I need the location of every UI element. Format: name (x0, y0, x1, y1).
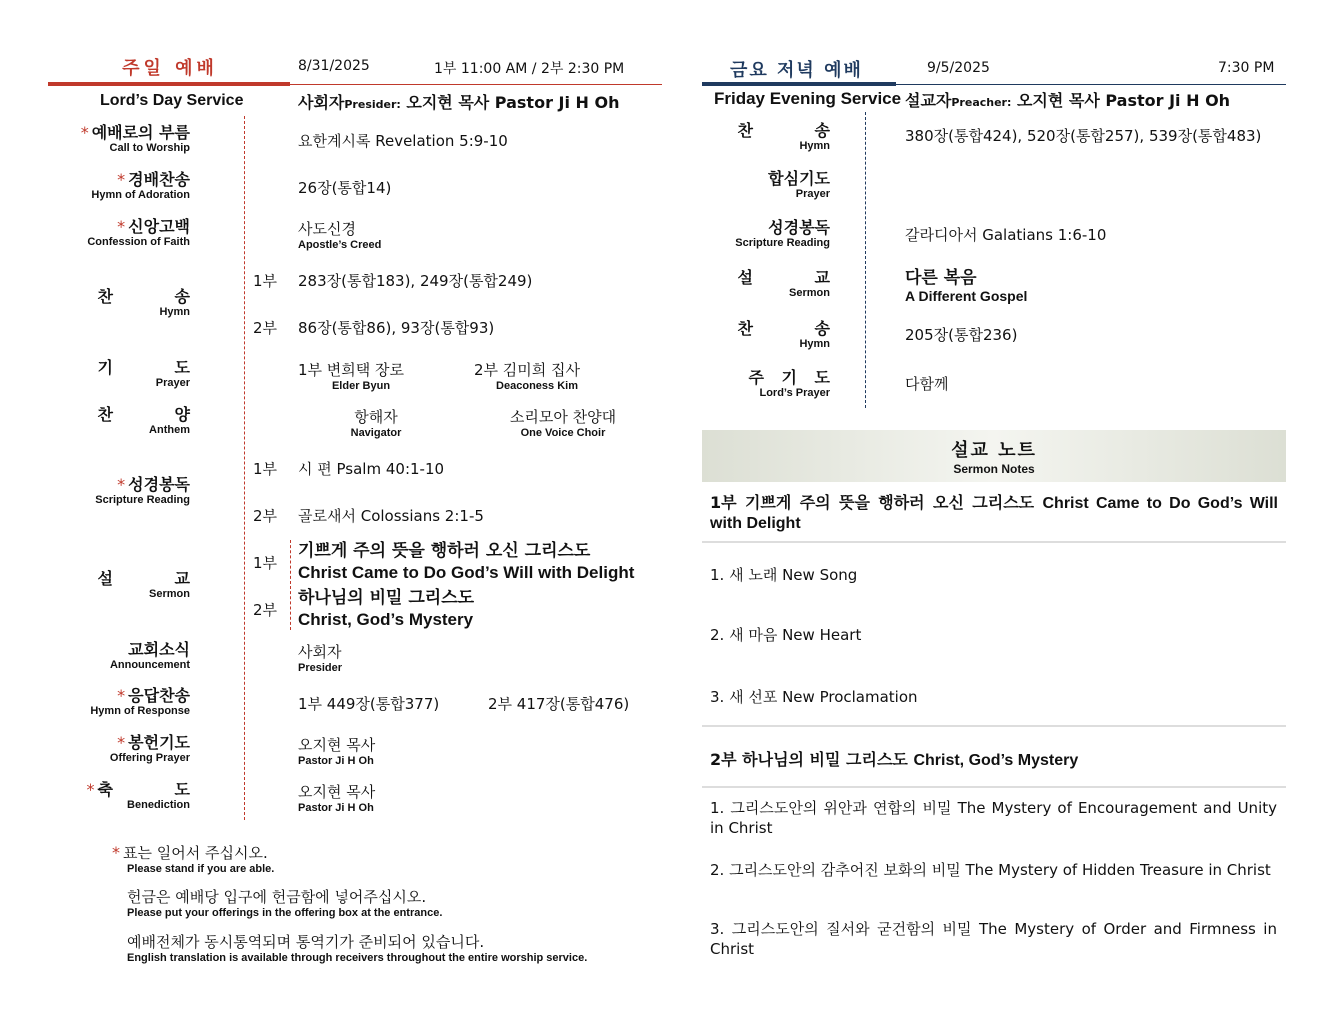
stand-marker: * (117, 170, 126, 189)
value-ko: 오지현 목사 (298, 783, 376, 801)
label-en: Sermon (789, 287, 830, 299)
value-en: Presider (298, 662, 343, 674)
preacher-name: 오지현 목사 Pastor Ji H Oh (1016, 91, 1231, 110)
note-en: Please put your offerings in the offering box at the entrance. (127, 907, 443, 919)
value-ko: 1부 변희택 장로 (298, 361, 405, 379)
value-en: Pastor Ji H Oh (298, 755, 374, 767)
label-en: Scripture Reading (735, 237, 830, 249)
scripture-part2-value: 골로새서 Colossians 2:1-5 (298, 507, 484, 525)
notes-title-ko: 설교 노트 (951, 440, 1037, 461)
label-en: Anthem (149, 424, 190, 436)
value-ko: 2부 김미희 집사 (474, 361, 581, 379)
note-stand (112, 842, 274, 875)
label-hymn (0, 287, 218, 318)
label-en: Sermon (149, 588, 190, 600)
label-anthem (0, 405, 218, 436)
label-ko: 합심기도 (768, 169, 830, 188)
value-ko: 오지현 목사 (298, 736, 376, 754)
hymn-part2-marker: 2부 (253, 319, 278, 337)
presider-label: 사회자 (298, 93, 345, 112)
heading-en: Christ, God’s Mystery (913, 752, 1079, 769)
notes-part2-heading (710, 747, 1078, 770)
label-ko: 설 교 (737, 268, 858, 287)
value-ko: 사도신경 (298, 220, 356, 238)
label-benediction (0, 780, 218, 811)
scripture-part1-marker: 1부 (253, 460, 278, 478)
label-scripture-reading (0, 476, 190, 506)
label-sermon (0, 569, 218, 600)
value-en: Apostle’s Creed (298, 239, 382, 251)
value-en: One Voice Choir (520, 427, 606, 439)
label-prayer (0, 358, 218, 389)
label-en: Lord’s Prayer (759, 387, 830, 399)
sunday-presider (298, 90, 620, 113)
announcement-value (298, 641, 342, 674)
note-translation (127, 931, 587, 964)
value-ko: 사회자 (298, 643, 342, 661)
value-ko: 항해자 (354, 408, 398, 426)
label-ko: 성경봉독 (768, 218, 830, 237)
value-ko: 소리모아 찬양대 (509, 408, 617, 426)
prayer-part2 (474, 359, 580, 392)
friday-time: 7:30 PM (1218, 60, 1275, 76)
label-ko: 교회소식 (128, 640, 190, 659)
sermon-title-ko: 하나님의 비밀 그리스도 (298, 588, 475, 608)
sermon-part2-marker: 2부 (253, 601, 278, 619)
sunday-divider (244, 116, 245, 820)
note-offering (127, 886, 442, 919)
presider-label-en: Presider: (344, 98, 401, 111)
stand-marker: * (80, 123, 89, 142)
stand-marker: * (117, 686, 126, 705)
label-en: Prayer (795, 188, 830, 200)
note-ko: 헌금은 예배당 입구에 헌금함에 넣어주십시오. (127, 888, 427, 906)
sunday-date: 8/31/2025 (298, 58, 370, 74)
hymn-part2-value: 86장(통합86), 93장(통합93) (298, 319, 495, 337)
anthem-choir (500, 406, 626, 439)
friday-label-scripture (640, 219, 830, 249)
friday-sermon-value (905, 263, 1027, 304)
stand-marker: * (112, 843, 120, 862)
label-en: Call to Worship (109, 142, 190, 154)
notes-part2-point-2: 2. 그리스도안의 감추어진 보화의 비밀 The Mystery of Hidden Treasure in Christ (710, 861, 1271, 879)
sunday-times: 1부 11:00 AM / 2부 2:30 PM (434, 61, 625, 77)
label-ko: 기 도 (97, 358, 218, 377)
sermon-title-ko: 다른 복음 (905, 268, 977, 288)
label-en: Confession of Faith (87, 236, 190, 248)
friday-label-hymn2 (640, 319, 858, 350)
sermon-title-en: A Different Gospel (905, 288, 1028, 304)
notes-rule-2 (702, 725, 1286, 727)
label-confession-of-faith (0, 218, 190, 248)
scripture-part1-value: 시 편 Psalm 40:1-10 (298, 460, 445, 478)
label-en: Hymn of Response (90, 705, 190, 717)
label-ko: 축 도 (97, 780, 218, 799)
notes-title-en: Sermon Notes (953, 462, 1035, 476)
label-hymn-of-response (0, 687, 190, 717)
value-en: Deaconess Kim (496, 380, 578, 392)
scripture-part2-marker: 2부 (253, 507, 278, 525)
label-ko: 찬 송 (737, 319, 858, 338)
friday-label-lords-prayer (640, 368, 836, 399)
note-ko: 예배전체가 동시통역되며 통역기가 준비되어 있습니다. (127, 933, 485, 951)
stand-marker: * (117, 217, 126, 236)
friday-header-rule-thick (702, 82, 896, 86)
label-en: Announcement (109, 659, 190, 671)
notes-part2-point-3: 3. 그리스도안의 질서와 굳건함의 비밀 The Mystery of Order and Firmness in Christ (710, 920, 1277, 958)
label-en: Hymn (159, 306, 190, 318)
label-ko: 찬 송 (97, 287, 218, 306)
friday-lords-prayer-value: 다함께 (905, 375, 949, 393)
heading-ko: 1부 기쁘게 주의 뜻을 행하러 오신 그리스도 (710, 493, 1035, 512)
anthem-title (336, 406, 416, 439)
friday-divider (865, 112, 866, 408)
hymn-part1-marker: 1부 (253, 272, 278, 290)
stand-marker: * (86, 780, 95, 799)
preacher-label-en: Preacher: (951, 96, 1012, 109)
heading-en: Christ Came to Do God’s Will with Delight (710, 495, 1279, 532)
note-en: English translation is available through receivers throughout the entire worship service. (127, 952, 588, 964)
label-en: Offering Prayer (109, 752, 190, 764)
friday-scripture-value: 갈라디아서 Galatians 1:6-10 (905, 226, 1107, 244)
notes-part1-point-1: 1. 새 노래 New Song (710, 566, 858, 584)
notes-part2-point-1: 1. 그리스도안의 위안과 연합의 비밀 The Mystery of Encouragement and Unity in Christ (710, 799, 1277, 837)
label-announcement (0, 641, 190, 671)
notes-part1-heading (710, 493, 1278, 533)
label-ko: 찬 송 (737, 121, 858, 140)
presider-name: 오지현 목사 Pastor Ji H Oh (406, 93, 620, 112)
label-en: Hymn of Adoration (91, 189, 190, 201)
friday-label-sermon (640, 268, 858, 299)
label-en: Benediction (127, 799, 190, 811)
benediction-value (298, 781, 375, 814)
sermon-title-ko: 기쁘게 주의 뜻을 행하러 오신 그리스도 (298, 541, 591, 561)
notes-rule-1 (702, 541, 1286, 543)
sunday-header-rule-thick (48, 82, 290, 86)
label-ko: 봉헌기도 (128, 733, 190, 752)
heading-ko: 2부 하나님의 비밀 그리스도 (710, 750, 908, 769)
notes-rule-3 (702, 786, 1286, 788)
sermon-part2-title (298, 587, 474, 631)
notes-part1-point-3: 3. 새 선포 New Proclamation (710, 688, 918, 706)
label-ko: 응답찬송 (128, 686, 190, 705)
preacher-label: 설교자 (905, 91, 952, 110)
sunday-title-en: Lord’s Day Service (100, 92, 244, 109)
label-ko: 예배로의 부름 (91, 123, 190, 142)
label-hymn-of-adoration (0, 171, 190, 201)
offering-prayer-value (298, 734, 375, 767)
call-to-worship-value: 요한계시록 Revelation 5:9-10 (298, 132, 508, 150)
sermon-title-en: Christ Came to Do God’s Will with Delight (298, 563, 635, 582)
response-part1-value: 1부 449장(통합377) (298, 695, 440, 713)
hymn-of-adoration-value: 26장(통합14) (298, 179, 392, 197)
label-en: Scripture Reading (95, 494, 190, 506)
label-ko: 주 기 도 (748, 368, 836, 387)
friday-hymn2-value: 205장(통합236) (905, 326, 1018, 344)
sermon-part1-marker: 1부 (253, 554, 278, 572)
label-en: Hymn (799, 140, 830, 152)
value-en: Navigator (350, 427, 402, 439)
friday-label-hymn (640, 121, 858, 152)
value-en: Pastor Ji H Oh (298, 802, 374, 814)
friday-preacher (905, 88, 1230, 111)
friday-hymn-value: 380장(통합424), 520장(통합257), 539장(통합483) (905, 127, 1262, 145)
prayer-part1 (298, 359, 404, 392)
sermon-part1-title (298, 540, 634, 584)
response-part2-value: 2부 417장(통합476) (488, 695, 630, 713)
hymn-part1-value: 283장(통합183), 249장(통합249) (298, 272, 533, 290)
label-ko: 성경봉독 (128, 475, 190, 494)
sunday-title: 주일 예배 (122, 58, 218, 79)
label-ko: 설 교 (97, 569, 218, 588)
note-ko: 표는 일어서 주십시오. (123, 844, 268, 862)
label-en: Prayer (155, 377, 190, 389)
stand-marker: * (117, 475, 126, 494)
sermon-notes-title (702, 436, 1286, 476)
note-en: Please stand if you are able. (127, 863, 275, 875)
stand-marker: * (117, 733, 126, 752)
sunday-header-rule-thin (290, 84, 662, 85)
friday-date: 9/5/2025 (927, 60, 990, 76)
label-en: Hymn (799, 338, 830, 350)
value-en: Elder Byun (331, 380, 391, 392)
notes-part1-point-2: 2. 새 마음 New Heart (710, 626, 862, 644)
friday-title: 금요 저녁 예배 (730, 60, 863, 81)
label-ko: 찬 양 (97, 405, 218, 424)
sermon-bracket (290, 540, 291, 630)
friday-header-rule-thin (896, 84, 1286, 85)
label-offering-prayer (0, 734, 190, 764)
confession-of-faith-value (298, 218, 381, 251)
sermon-title-en: Christ, God’s Mystery (298, 610, 474, 629)
label-ko: 경배찬송 (128, 170, 190, 189)
label-call-to-worship (0, 124, 190, 154)
friday-title-en: Friday Evening Service (714, 89, 902, 108)
label-ko: 신앙고백 (128, 217, 190, 236)
friday-label-prayer (640, 170, 830, 200)
